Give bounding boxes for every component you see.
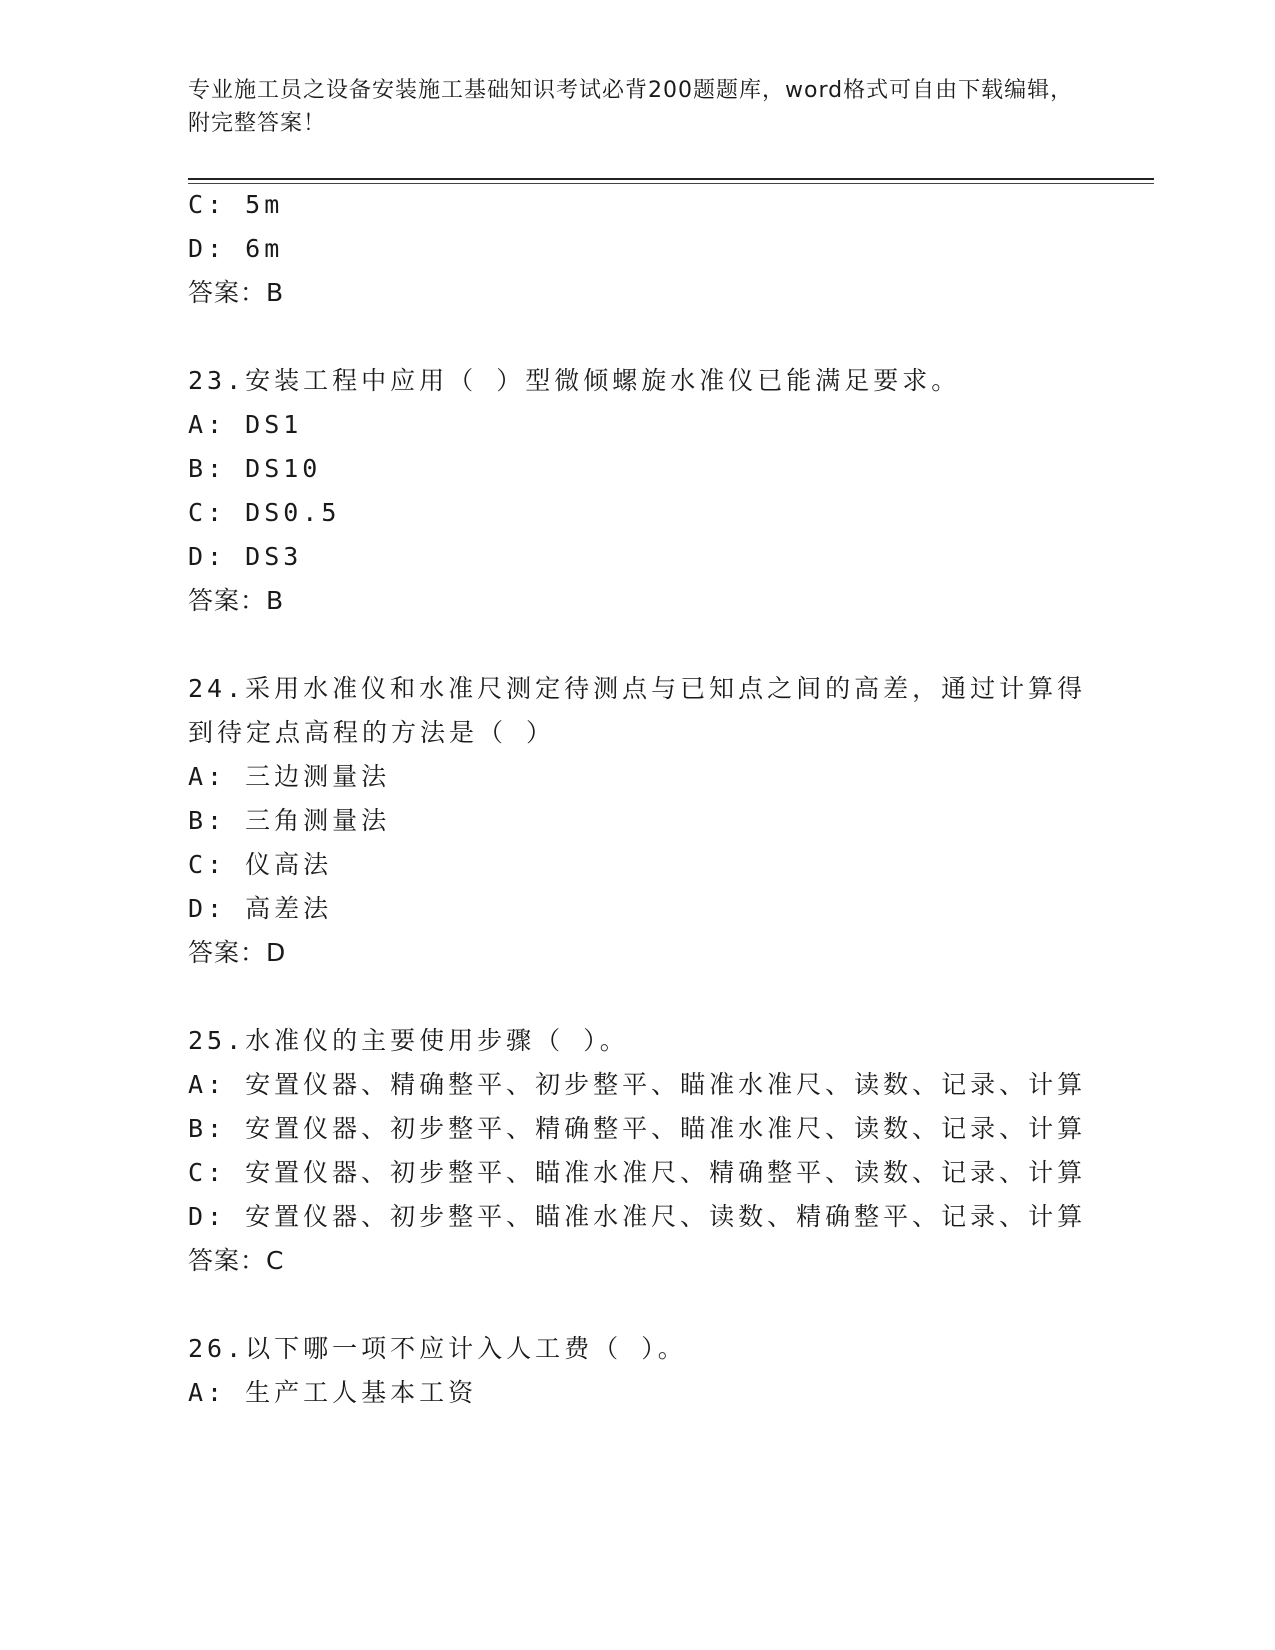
- q24-option-c: C: 仪高法: [188, 850, 333, 879]
- q26-option-a: A: 生产工人基本工资: [188, 1378, 478, 1407]
- q23-option-a: A: DS1: [188, 410, 303, 439]
- q25-option-c: C: 安置仪器、初步整平、瞄准水准尺、精确整平、读数、记录、计算: [188, 1158, 1087, 1187]
- q24-option-d: D: 高差法: [188, 894, 333, 923]
- q25-question: 25.水准仪的主要使用步骤（ ）。: [188, 1026, 629, 1055]
- q25-option-a: A: 安置仪器、精确整平、初步整平、瞄准水准尺、读数、记录、计算: [188, 1070, 1087, 1099]
- q25-option-d: D: 安置仪器、初步整平、瞄准水准尺、读数、精确整平、记录、计算: [188, 1202, 1087, 1231]
- q24-answer: 答案：D: [188, 938, 287, 967]
- q24-question-line1: 24.采用水准仪和水准尺测定待测点与已知点之间的高差，通过计算得: [188, 674, 1087, 703]
- q25-answer: 答案：C: [188, 1246, 285, 1275]
- q23-option-d: D: DS3: [188, 542, 303, 571]
- q22-answer: 答案：B: [188, 278, 285, 307]
- q23-answer: 答案：B: [188, 586, 285, 615]
- header-rule-thin: [188, 183, 1154, 184]
- q24-option-b: B: 三角测量法: [188, 806, 391, 835]
- q26-question: 26.以下哪一项不应计入人工费（ ）。: [188, 1334, 687, 1363]
- document-header-title: 专业施工员之设备安装施工基础知识考试必背200题题库，word格式可自由下载编辑，附完整答案！: [188, 78, 1074, 136]
- header-rule-thick: [188, 178, 1154, 180]
- q22-option-c: C: 5m: [188, 190, 284, 219]
- q22-option-d: D: 6m: [188, 234, 284, 263]
- q24-option-a: A: 三边测量法: [188, 762, 391, 791]
- q24-question-line2: 到待定点高程的方法是（ ）: [188, 718, 556, 747]
- q23-question: 23.安装工程中应用（ ）型微倾螺旋水准仪已能满足要求。: [188, 366, 961, 395]
- q23-option-c: C: DS0.5: [188, 498, 341, 527]
- q25-option-b: B: 安置仪器、初步整平、精确整平、瞄准水准尺、读数、记录、计算: [188, 1114, 1087, 1143]
- q23-option-b: B: DS10: [188, 454, 322, 483]
